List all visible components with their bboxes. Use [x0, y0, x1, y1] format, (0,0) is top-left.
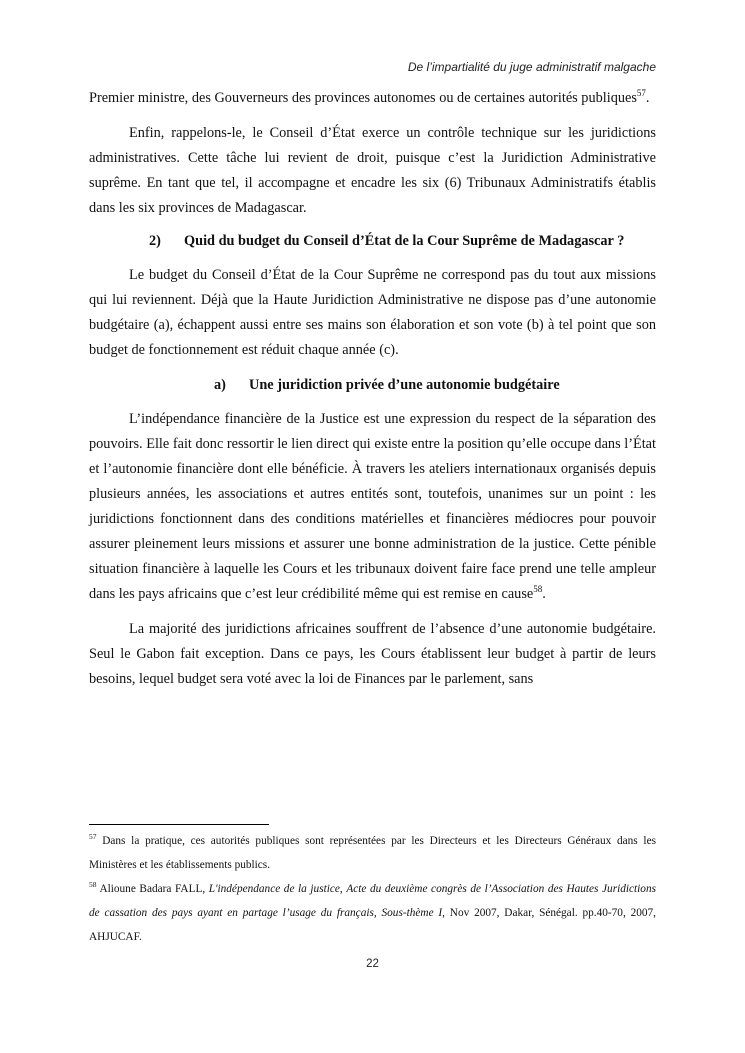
paragraph-2: Enfin, rappelons-le, le Conseil d’État exerce un contrôle technique sur les juridictions administratives. Cette tâche lui revient de droit, puisque c’est la Juridiction Administrative suprême. En tant que tel, il accompagne et encadre les six (6) Tribunaux Administratifs établis dans les six provinces de Madagascar. [89, 125, 656, 216]
footnote-58-number: 58 [89, 880, 97, 890]
paragraph-1-text: Premier ministre, des Gouverneurs des provinces autonomes ou de certaines autorités publiques [89, 90, 637, 106]
footnote-57-number: 57 [89, 832, 97, 842]
running-head: De l’impartialité du juge administratif malgache [407, 60, 656, 74]
footnote-58 [89, 877, 656, 949]
section-heading-2-title: Quid du budget du Conseil d’État de la Cour Suprême de Madagascar ? [184, 233, 625, 249]
paragraph-4-end: . [542, 586, 546, 602]
subsection-heading-a [89, 373, 656, 397]
footnote-ref-57[interactable]: 57 [636, 88, 646, 99]
body-text [89, 86, 656, 702]
footnote-58-rest: , Nov 2007, Dakar, Sénégal. pp.40-70, 2007, AHJUCAF. [89, 907, 656, 943]
section-heading-2 [89, 229, 656, 253]
paragraph-5: La majorité des juridictions africaines souffrent de l’absence d’une autonomie budgétaire. Seul le Gabon fait exception. Dans ce pays, les Cours établissent leur budget à partir de leurs besoins, lequel budget sera voté avec la loi de Finances par le parlement, sans [89, 621, 656, 687]
footnote-58-title: L'indépendance de la justice [208, 883, 340, 895]
paragraph-3: Le budget du Conseil d’État de la Cour Suprême ne correspond pas du tout aux missions qui lui reviennent. Déjà que la Haute Juridiction Administrative ne dispose pas d’une autonomie budgétaire (a), échappent aussi entre ses mains son élaboration et son vote (b) à tel point que son budget de fonctionnement est réduit chaque année (c). [89, 267, 656, 358]
footnote-ref-58[interactable]: 58 [533, 584, 543, 595]
footnote-57 [89, 829, 656, 877]
section-heading-2-number: 2) [149, 233, 161, 249]
subsection-heading-a-title: Une juridiction privée d’une autonomie budgétaire [249, 377, 560, 393]
paragraph-1-end: . [645, 90, 650, 106]
paragraph-4-text: L’indépendance financière de la Justice est une expression du respect de la séparation des pouvoirs. Elle fait donc ressortir le lien direct qui existe entre la position qu’elle occupe dans l’État et l’autonomie financière dont elle bénéficie. À travers les ateliers internationaux organisés depuis plusieurs années, les associations et autres entités sont, toutefois, unanimes sur un point : les juridictions fonctionnent dans des conditions matérielles et financières médiocres pour pouvoir assurer pleinement leurs missions et assurer une bonne administration de la justice. Cette pénible situation financière à laquelle les Cours et les tribunaux doivent faire face prend une telle ampleur dans les pays africains que c’est leur crédibilité même qui est remise en cause [89, 411, 656, 602]
footnote-57-text: Dans la pratique, ces autorités publiques sont représentées par les Directeurs et les Directeurs Généraux dans les Ministères et les établissements publics. [89, 835, 656, 871]
paragraph-1 [89, 86, 656, 111]
footnote-separator [89, 824, 269, 825]
subsection-heading-a-number: a) [214, 377, 226, 393]
footnote-58-sep: , [339, 883, 347, 895]
page-number: 22 [366, 958, 379, 970]
footnote-58-author: Alioune Badara FALL, [99, 883, 209, 895]
paragraph-4 [89, 407, 656, 607]
footnote-58-source: Acte du deuxième congrès de l’Association des Hautes Juridictions de cassation des pays ayant en partage l’usage du français, Sous-thème I [89, 883, 656, 919]
footnotes [89, 829, 656, 949]
